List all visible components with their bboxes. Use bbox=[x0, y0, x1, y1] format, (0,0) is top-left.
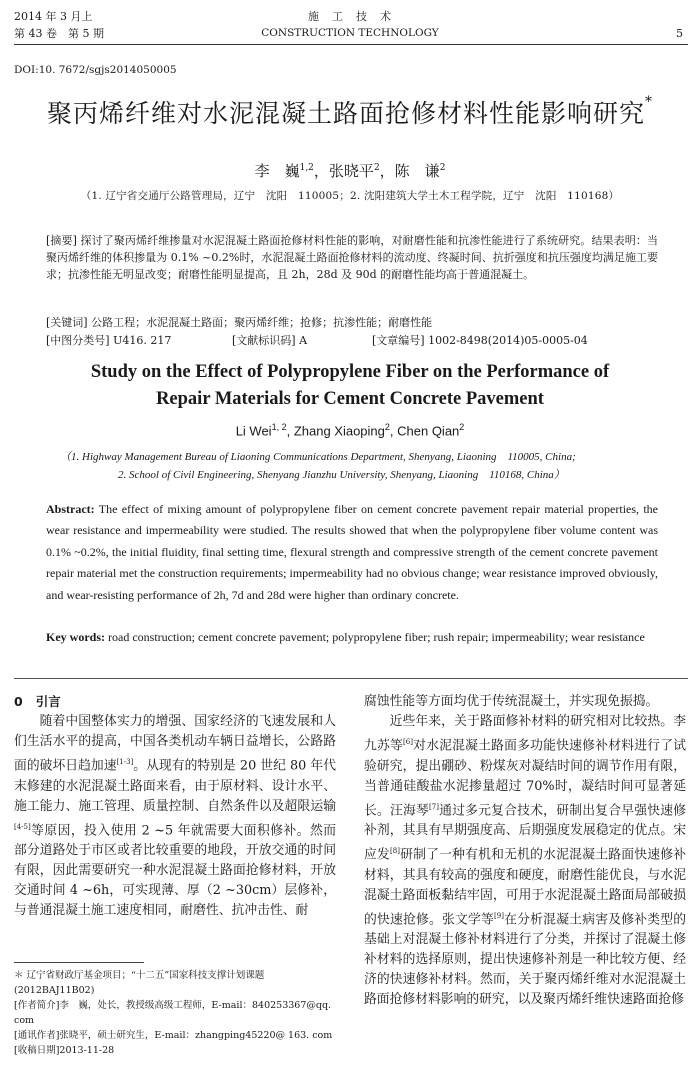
paper-title-cn bbox=[0, 94, 700, 130]
intro-paragraph-2 bbox=[364, 712, 686, 1010]
corresponding-label: [通讯作者] bbox=[14, 1030, 60, 1041]
footnote-rule bbox=[14, 962, 144, 963]
text-run: 随着中国整体实力的增强、国家经济的飞速发展和人们生活水平的提高，中国各类机动车辆日益增长，公路路面的破坏日趋加速 bbox=[14, 714, 336, 774]
intro-paragraph-1 bbox=[14, 712, 336, 921]
doc-code bbox=[232, 332, 307, 349]
volume-issue: 第 43 卷 第 5 期 bbox=[14, 27, 104, 40]
author-2: ，张晓平 bbox=[313, 162, 374, 180]
affiliation-cn: （1. 辽宁省交通厅公路管理局，辽宁 沈阳 110005；2. 沈阳建筑大学土木工程学院，辽宁 沈阳 110168） bbox=[80, 190, 620, 202]
author-2-en: , Zhang Xiaoping bbox=[286, 423, 385, 439]
paper-title-en-line1: Study on the Effect of Polypropylene Fiber on the Performance of bbox=[90, 362, 610, 382]
footnotes bbox=[14, 968, 336, 1058]
text-run: 。从现有的特别是 20 世纪 80 年代末修建的水泥混凝土路面来看，由于原材料、设计水平、施工能力、施工管理、质量控制、自然条件以及超限运输 bbox=[14, 758, 337, 814]
fund-note: ＊ 辽宁省财政厅基金项目；“十二五”国家科技支撑计划课题(2012BAJ11B02) bbox=[14, 970, 265, 996]
abstract-cn bbox=[46, 232, 658, 283]
affiliation-en-1: （1. Highway Management Bureau of Liaoning Communications Department, Shenyang, Liaoning 110005, China; bbox=[60, 451, 576, 463]
citation: [9] bbox=[494, 911, 504, 920]
keywords-cn bbox=[46, 314, 658, 331]
text-run: 等原因，投入使用 2 ~5 年就需要大面积修补。然而部分道路处于市区或者比较重要的地段，开放交通的时间有限，因此需要研究一种水泥混凝土路面抢修材料，开放交通时间 4 ~6h，可实现薄、厚（2 ~30cm）层修补，与普通混凝土施工速度相同，耐磨性、抗冲击性、耐 bbox=[14, 823, 336, 919]
issue-date: 2014 年 3 月上 bbox=[14, 10, 93, 23]
text-run: 研制了一种有机和无机的水泥混凝土路面快速修补材料，其具有较高的强度和硬度，耐磨性能优良，与水泥混凝土路面板黏结牢固，可用于水泥混凝土路面局部破损的快速抢修。张文学等 bbox=[364, 847, 687, 927]
keywords-cn-text: 公路工程；水泥混凝土路面；聚丙烯纤维；抢修；抗渗性能；耐磨性能 bbox=[91, 316, 433, 329]
author-bio-text: 李 巍，处长，教授级高级工程师，E-mail：840253367@qq. com bbox=[14, 1000, 332, 1026]
keywords-en-text: road construction; cement concrete pavement; polypropylene fiber; rush repair; impermeability; wear resistance bbox=[108, 630, 645, 644]
journal-name-en: CONSTRUCTION TECHNOLOGY bbox=[261, 27, 439, 39]
author-2-affil: 2 bbox=[373, 163, 380, 173]
page-number: 5 bbox=[676, 27, 683, 40]
authors-cn bbox=[0, 160, 700, 181]
author-3-affil: 2 bbox=[439, 163, 446, 173]
article-value: 1002-8498(2014)05-0005-04 bbox=[428, 334, 588, 347]
abstract-cn-text: 探讨了聚丙烯纤维掺量对水泥混凝土路面抢修材料性能的影响，对耐磨性能和抗渗性能进行了系统研究。结果表明：当聚丙烯纤维的体积掺量为 0.1% ~0.2%时，水泥混凝土路面抢修材料的流动度、终凝时间、抗折强度和抗压强度均满足施工要求；抗渗性能无明显改变；耐磨性能明显提高，且 2h，28d 及 90d 的耐磨性能均高于普通混凝土。 bbox=[46, 234, 658, 281]
text-run: 近些年来，关于路面修补材料的研究相对比较热。李九苏等 bbox=[364, 714, 686, 754]
text-run: 对水泥混凝土路面多功能快速修补材料进行了试验研究，提出硼砂、粉煤灰对凝结时间的调节作用有限，当普通硅酸盐水泥掺量超过 70%时，凝结时间可显著延长。汪海琴 bbox=[364, 738, 687, 818]
abstract-separator bbox=[14, 678, 688, 679]
article-label: [文章编号] bbox=[372, 334, 425, 347]
author-3-en-affil: 2 bbox=[459, 422, 465, 432]
citation: [4-5] bbox=[14, 822, 31, 831]
doc-value: A bbox=[299, 334, 308, 347]
doi: DOI:10. 7672/sgjs2014050005 bbox=[14, 64, 177, 76]
section-number: 0 bbox=[14, 694, 23, 709]
journal-name-cn: 施 工 技 术 bbox=[308, 10, 392, 23]
author-2-en-affil: 2 bbox=[384, 422, 390, 432]
author-1-en: Li Wei bbox=[235, 423, 272, 439]
author-3-en: , Chen Qian bbox=[389, 423, 460, 439]
section-title: 引言 bbox=[35, 694, 61, 709]
corresponding-author bbox=[14, 1028, 336, 1043]
paper-title-en-line2: Repair Materials for Cement Concrete Pavement bbox=[156, 389, 544, 409]
keywords-en-label: Key words: bbox=[46, 630, 105, 644]
body-right-column bbox=[364, 692, 686, 1010]
received-value: 2013-11-28 bbox=[59, 1045, 115, 1056]
keywords-en bbox=[46, 627, 658, 648]
clc-label: [中图分类号] bbox=[46, 334, 110, 347]
received-label: [收稿日期] bbox=[14, 1045, 60, 1056]
intro-paragraph-1-end: 腐蚀性能等方面均优于传统混凝土，并实现免振捣。 bbox=[364, 694, 659, 709]
classification-row bbox=[46, 332, 658, 349]
author-bio bbox=[14, 998, 336, 1028]
clc-value: U416. 217 bbox=[113, 334, 172, 347]
title-text: 聚丙烯纤维对水泥混凝土路面抢修材料性能影响研究 bbox=[46, 99, 645, 128]
citation: [8] bbox=[390, 847, 400, 856]
abstract-cn-label: [摘要] bbox=[46, 234, 77, 247]
author-1: 李 巍 bbox=[254, 162, 300, 180]
body-left-column bbox=[14, 692, 336, 922]
author-bio-label: [作者简介] bbox=[14, 1000, 60, 1011]
text-run: 通过多元复合技术，研制出复合早强快速修补剂，其具有早期强度高、后期强度发展稳定的优点。宋应发 bbox=[364, 803, 687, 863]
citation: [7] bbox=[429, 802, 439, 811]
citation: [1-3] bbox=[116, 758, 134, 767]
abstract-en-label: Abstract: bbox=[46, 502, 95, 516]
received-date bbox=[14, 1043, 336, 1058]
title-footnote-mark: * bbox=[645, 94, 653, 110]
header-rule bbox=[14, 44, 688, 45]
corresponding-text: 张晓平，硕士研究生，E-mail：zhangping45220@ 163. com bbox=[59, 1030, 333, 1041]
keywords-cn-label: [关键词] bbox=[46, 316, 88, 329]
article-number bbox=[372, 332, 588, 349]
section-heading bbox=[14, 692, 336, 712]
abstract-en bbox=[46, 499, 658, 606]
author-3: ，陈 谦 bbox=[379, 162, 440, 180]
abstract-en-text: The effect of mixing amount of polypropylene fiber on cement concrete pavement repair material properties, the wear resistance and impermeability were studied. The results showed that when the polypropylene fiber volume content was 0.1% ~0.2%, the initial fluidity, final setting time, flexural strength and compressive strength of the cement concrete pavement repair material met the construction requirements; impermeability had no obvious change; wear resistance improved obviously, and wear-resisting performance of 2h, 7d and 28d were higher than ordinary concrete. bbox=[46, 502, 658, 602]
affiliation-en-2: 2. School of Civil Engineering, Shenyang Jianzhu University, Shenyang, Liaoning 110168, China） bbox=[118, 469, 565, 481]
doc-label: [文献标识码] bbox=[232, 334, 296, 347]
author-1-affil: 1,2 bbox=[299, 163, 314, 173]
authors-en bbox=[0, 422, 700, 438]
text-run: 在分析混凝土病害及修补类型的基础上对混凝土修补材料进行了分类，并探讨了混凝土修补材料的选择原则，提出快速修补剂是一种比较方便、经济的快速修补材料。然而，关于聚丙烯纤维对水泥混凝土路面抢修材料影响的研究，以及聚丙烯纤维快速路面抢修 bbox=[364, 912, 687, 1008]
citation: [6] bbox=[403, 738, 413, 747]
author-1-en-affil: 1, 2 bbox=[271, 422, 287, 432]
